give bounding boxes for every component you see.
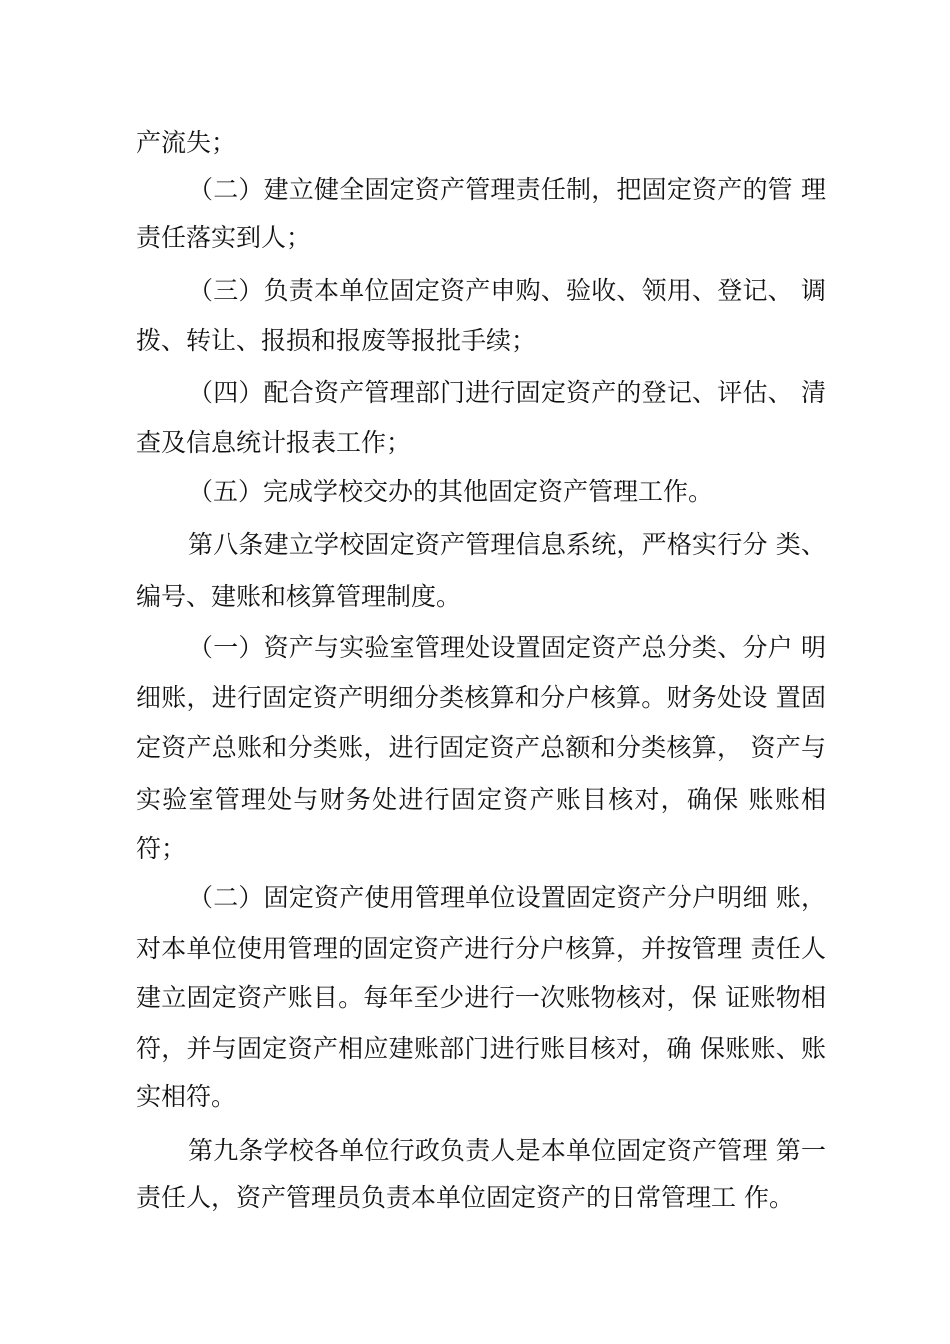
text-line: 建立固定资产账目。每年至少进行一次账物核对，保 证账物相 <box>136 983 826 1012</box>
text-line: 实相符。 <box>136 1082 237 1111</box>
text-line: 符，并与固定资产相应建账部门进行账目核对，确 保账账、账 <box>136 1034 826 1063</box>
text-line: （二）固定资产使用管理单位设置固定资产分户明细 账， <box>188 883 826 912</box>
text-line: （三）负责本单位固定资产申购、验收、领用、登记、 调 <box>188 276 826 305</box>
text-line: 责任落实到人； <box>136 223 312 252</box>
text-line: 符； <box>136 834 187 863</box>
text-line: 查及信息统计报表工作； <box>136 428 412 457</box>
text-line: 对本单位使用管理的固定资产进行分户核算，并按管理 责任人 <box>136 934 826 963</box>
text-line: 第八条建立学校固定资产管理信息系统，严格实行分 类、 <box>188 530 826 559</box>
text-line: （四）配合资产管理部门进行固定资产的登记、评估、 清 <box>188 378 826 407</box>
text-line: 产流失； <box>136 128 237 157</box>
text-line: 细账，进行固定资产明细分类核算和分户核算。财务处设 置固 <box>136 683 826 712</box>
text-line: （二）建立健全固定资产管理责任制，把固定资产的管 理 <box>188 175 826 204</box>
text-line: 责任人，资产管理员负责本单位固定资产的日常管理工 作。 <box>136 1183 794 1212</box>
text-line: 拨、转让、报损和报废等报批手续； <box>136 326 537 355</box>
text-line: 定资产总账和分类账，进行固定资产总额和分类核算， 资产与 <box>136 733 826 762</box>
text-line: （一）资产与实验室管理处设置固定资产总分类、分户 明 <box>188 633 826 662</box>
text-line: （五）完成学校交办的其他固定资产管理工作。 <box>188 477 714 506</box>
text-line: 第九条学校各单位行政负责人是本单位固定资产管理 第一 <box>188 1136 826 1165</box>
text-line: 实验室管理处与财务处进行固定资产账目核对，确保 账账相 <box>136 785 826 814</box>
text-line: 编号、建账和核算管理制度。 <box>136 582 462 611</box>
